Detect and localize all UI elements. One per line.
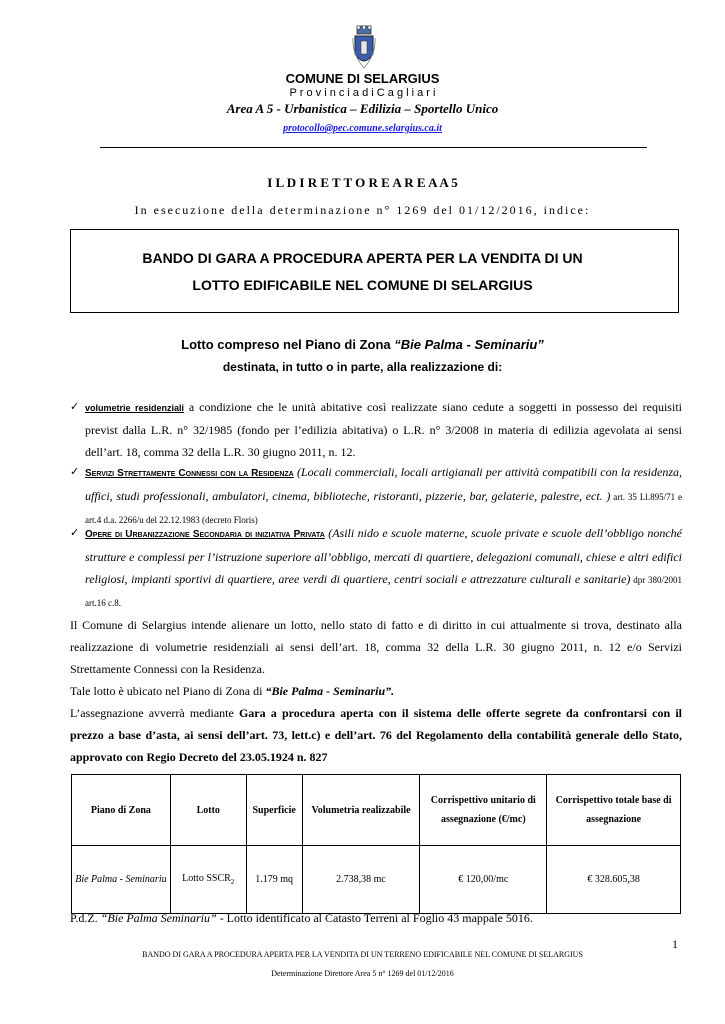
lotto-heading: Lotto compreso nel Piano di Zona “Bie Palma - Seminariu” (181, 337, 544, 352)
destinata-line: destinata, in tutto o in parte, alla realizzazione di: (222, 360, 503, 374)
bando-box (70, 229, 679, 313)
header-divider (100, 147, 647, 148)
table-header-cell: Piano di Zona (72, 775, 171, 846)
list-item: ✓ Servizi Strettamente Connessi con la Residenza (Locali commerciali, locali artigianali per attività compatibili con la residenza, uffici, studi professionali, ambulatori, cinema, biblioteche, ristoranti, pizzerie, bar, gelaterie, palestre, ect. ) art. 35 Ll.895/71 e art.4 d.a. 2266/u del 22.12.1983 (decreto Floris) (70, 461, 682, 531)
bando-title-line1: BANDO DI GARA A PROCEDURA APERTA PER LA VENDITA DI UN (142, 250, 583, 266)
table-header-cell: Corrispettivo totale base di assegnazione (547, 775, 681, 846)
lotto-table (71, 774, 681, 914)
table-header-cell: Lotto (170, 775, 246, 846)
table-header-cell: Corrispettivo unitario di assegnazione (€/mc) (420, 775, 547, 846)
page-number: 1 (672, 937, 678, 951)
footer-title: BANDO DI GARA A PROCEDURA APERTA PER LA VENDITA DI UN TERRENO EDIFICABILE NEL COMUNE DI SELARGIUS (142, 950, 583, 959)
checkmark-icon: ✓ (70, 400, 80, 413)
direttore-heading: I L D I R E T T O R E A R E A A 5 (267, 175, 458, 190)
assegnazione-paragraph: L’assegnazione avverrà mediante Gara a procedura aperta con il sistema delle offerte segrete da confrontarsi con il prezzo a base d’asta, ai sensi dell’art. 73, lett.c) e dell’art. 76 del Regolamento della contabilità generale dello Stato, approvato con Regio Decreto del 23.05.1924 n. 827 (70, 706, 682, 764)
footer-determinazione: Determinazione Direttore Area 5 n° 1269 del 01/12/2016 (271, 969, 454, 978)
ubicazione-paragraph: Tale lotto è ubicato nel Piano di Zona di “Bie Palma - Seminariu”. (70, 684, 395, 698)
list-item: ✓ volumetrie residenziali a condizione che le unità abitative così realizzate siano cedute a soggetti in possesso dei requisiti previst dalla L.R. n° 32/1985 (fondo per l’edilizia abitativa) o L.R. n° 3/2008 in materia di edilizia agevolata ai sensi dell’art. 18, comma 32 della L.R. 30 giugno 2011, n. 12. (70, 396, 682, 463)
table-header-cell: Volumetria realizzabile (302, 775, 420, 846)
checkmark-icon: ✓ (70, 526, 80, 539)
list-item: ✓ Opere di Urbanizzazione Secondaria di iniziativa Privata (Asili nido e scuole materne, scuole private e scuole dell’obbligo nonché strutture e complessi per l’istruzione superiore all’obbligo, mercati di quartiere, delegazioni comunali, chiese e altri edifici religiosi, impianti sportivi di quartiere, aree verdi di quartiere, centri sociali e attrezzature culturali e sanitarie) dpr 380/2001 art.16 c.8. (70, 522, 682, 614)
pec-email-link[interactable]: protocollo@pec.comune.selargius.ca.it (283, 123, 442, 134)
cell-zona: Bie Palma - Seminariu (72, 846, 171, 914)
bando-title-line2: LOTTO EDIFICABILE NEL COMUNE DI SELARGIUS (192, 277, 533, 293)
esecuzione-line: In esecuzione della determinazione n° 1269 del 01/12/2016, indice: (134, 203, 591, 217)
checkmark-icon: ✓ (70, 465, 80, 478)
table-header-row (72, 775, 681, 846)
area-title: Area A 5 - Urbanistica – Edilizia – Sportello Unico (226, 101, 499, 116)
table-header-cell: Superficie (246, 775, 302, 846)
municipal-crest-icon (352, 24, 376, 70)
comune-name: COMUNE DI SELARGIUS (285, 71, 440, 86)
cell-totale: € 328.605,38 (547, 846, 681, 914)
intro-paragraph: Il Comune di Selargius intende alienare un lotto, nello stato di fatto e di diritto in cui attualmente si trova, destinato alla realizzazione di volumetrie residenziali ai sensi dell’art. 18, comma 32 della L.R. 30 giugno 2011, n. 12 e/o Servizi Strettamente Connessi con la Residenza. (70, 618, 682, 676)
cell-unitario: € 120,00/mc (420, 846, 547, 914)
cell-superficie: 1.179 mq (246, 846, 302, 914)
cell-volumetria: 2.738,38 mc (302, 846, 420, 914)
table-row (72, 846, 681, 914)
pdz-note: P.d.Z. “Bie Palma Seminariu” - Lotto identificato al Catasto Terreni al Foglio 43 mappale 5016. (70, 911, 533, 925)
provincia: P r o v i n c i a d i C a g l i a r i (289, 87, 436, 99)
cell-lotto: Lotto $SSCR_2$ (170, 846, 246, 914)
